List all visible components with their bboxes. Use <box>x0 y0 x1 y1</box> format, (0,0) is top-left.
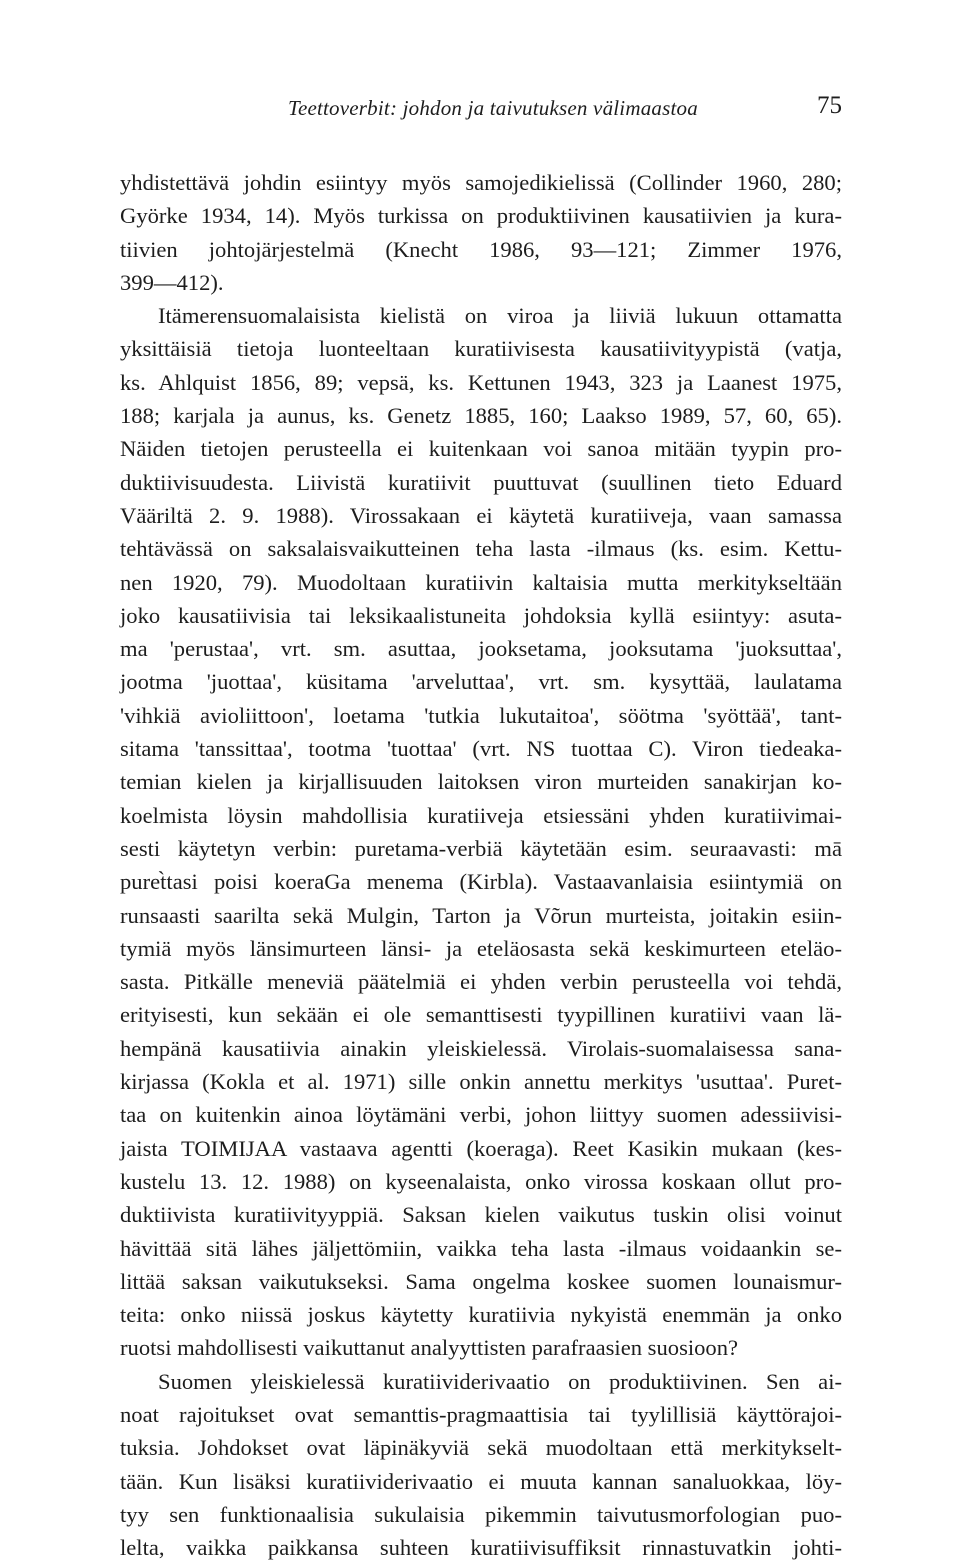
text-line: Itämerensuomalaisista kielistä on viroa ja liiviä lukuun ottamatta <box>158 303 842 329</box>
text-line: tuksia. Johdokset ovat läpinäkyviä sekä muodoltaan että merkitykselt- <box>120 1435 842 1461</box>
text-line: lelta, vaikka paikkansa suhteen kuratiivisuffiksit rinnastuvatkin johti- <box>120 1535 842 1561</box>
text-line: puret̀tasi poisi koeraGa menema (Kirbla). Vastaavanlaisia esiintymiä on <box>120 869 842 895</box>
text-line: duktiivisuudesta. Liivistä kuratiivit puuttuvat (suullinen tieto Eduard <box>120 469 842 495</box>
text-line: ks. Ahlquist 1856, 89; vepsä, ks. Kettunen 1943, 323 ja Laanest 1975, <box>120 369 842 395</box>
text-line: joko kausatiivisia tai leksikaalistuneita johdoksia kyllä esiintyy: asuta- <box>120 602 842 628</box>
text-line: jaista TOIMIJAA vastaava agentti (koeraga). Reet Kasikin mukaan (kes- <box>120 1135 842 1161</box>
text-line: yhdistettävä johdin esiintyy myös samojedikielissä (Collinder 1960, 280; <box>120 170 842 195</box>
text-line: sitama 'tanssittaa', tootma 'tuottaa' (vrt. NS tuottaa C). Viron tiedeaka- <box>120 736 842 762</box>
text-line: tehtävässä on saksalaisvaikutteinen teha lasta -ilmaus (ks. esim. Kettu- <box>120 536 842 562</box>
text-line: kustelu 13. 12. 1988) on kyseenalaista, onko virossa koskaan ollut pro- <box>120 1168 842 1194</box>
running-title: Teettoverbit: johdon ja taivutuksen välimaastoa <box>288 96 698 120</box>
text-line: sesti käytetyn verbin: puretama-verbiä käytetään esim. seuraavasti: mā <box>120 835 842 861</box>
text-line: littää saksan vaikutukseksi. Sama ongelma koskee suomen lounaismur- <box>120 1268 842 1294</box>
text-line: kirjassa (Kokla et al. 1971) sille onkin annettu merkitys 'usuttaa'. Puret- <box>120 1069 842 1095</box>
text-line: nen 1920, 79). Muodoltaan kuratiivin kaltaisia mutta merkitykseltään <box>120 569 842 595</box>
text-line: duktiivista kuratiivityyppiä. Saksan kielen vaikutus tuskin olisi voinut <box>120 1202 842 1228</box>
text-line: tään. Kun lisäksi kuratiividerivaatio ei muuta kannan sanaluokkaa, löy- <box>120 1468 842 1494</box>
text-line: koelmista löysin mahdollisia kuratiiveja etsiessäni yhden kuratiivimai- <box>120 802 842 828</box>
text-line: Vääriltä 2. 9. 1988). Virossakaan ei käytetä kuratiiveja, vaan samassa <box>120 502 842 528</box>
text-line: 'vihkiä avioliittoon', loetama 'tutkia lukutaitoa', söötma 'syöttää', tant- <box>120 702 842 728</box>
text-line: jootma 'juottaa', küsitama 'arveluttaa', vrt. sm. kysyttää, laulatama <box>120 669 842 695</box>
text-line: tyy sen funktionaalisia sukulaisia pikemmin taivutusmorfologian puo- <box>120 1501 842 1527</box>
text-line: hävittää sitä lähes jäljettömiin, vaikka teha lasta -ilmaus voidaankin se- <box>120 1235 842 1261</box>
text-line: erityisesti, kun sekään ei ole semanttisesti tyypillinen kuratiivi vaan lä- <box>120 1002 842 1028</box>
text-line: tiivien johtojärjestelmä (Knecht 1986, 93—121; Zimmer 1976, <box>120 236 842 262</box>
text-line: Suomen yleiskielessä kuratiividerivaatio on produktiivinen. Sen ai- <box>158 1368 842 1394</box>
text-line: yksittäisiä tietoja luonteeltaan kuratiivisesta kausatiivityypistä (vatja, <box>120 336 842 362</box>
text-line: 399—412). <box>120 269 224 295</box>
text-line: Näiden tietojen perusteella ei kuitenkaan voi sanoa mitään tyypin pro- <box>120 436 842 462</box>
text-line: sasta. Pitkälle meneviä päätelmiä ei yhden verbin perusteella voi tehdä, <box>120 969 842 995</box>
text-line: Györke 1934, 14). Myös turkissa on produktiivinen kausatiivien ja kura- <box>120 203 842 229</box>
text-line: temian kielen ja kirjallisuuden laitoksen viron murteiden sanakirjan ko- <box>120 769 842 795</box>
text-line: taa on kuitenkin ainoa löytämäni verbi, johon liittyy suomen adessiivisi- <box>120 1102 842 1128</box>
page-number: 75 <box>817 92 842 119</box>
text-line: tymiä myös länsimurteen länsi- ja eteläosasta sekä keskimurteen eteläo- <box>120 935 842 961</box>
text-line: ma 'perustaa', vrt. sm. asuttaa, jooksetama, jooksutama 'juoksuttaa', <box>120 636 842 662</box>
text-line: noat rajoitukset ovat semanttis-pragmaattisia tai tyylillisiä käyttörajoi- <box>120 1401 842 1427</box>
text-line: teita: onko niissä joskus käytetty kuratiivia nykyistä enemmän ja onko <box>120 1302 842 1328</box>
text-line: ruotsi mahdollisesti vaikuttanut analyyttisten parafraasien suosioon? <box>120 1335 739 1361</box>
text-line: runsaasti saarilta sekä Mulgin, Tarton ja Võrun murteista, joitakin esiin- <box>120 902 842 928</box>
running-header <box>120 92 842 128</box>
text-line: hempänä kausatiivia ainakin yleiskielessä. Virolais-suomalaisessa sana- <box>120 1035 842 1061</box>
body-text <box>120 166 842 1564</box>
text-line: 188; karjala ja aunus, ks. Genetz 1885, 160; Laakso 1989, 57, 60, 65). <box>120 403 842 429</box>
